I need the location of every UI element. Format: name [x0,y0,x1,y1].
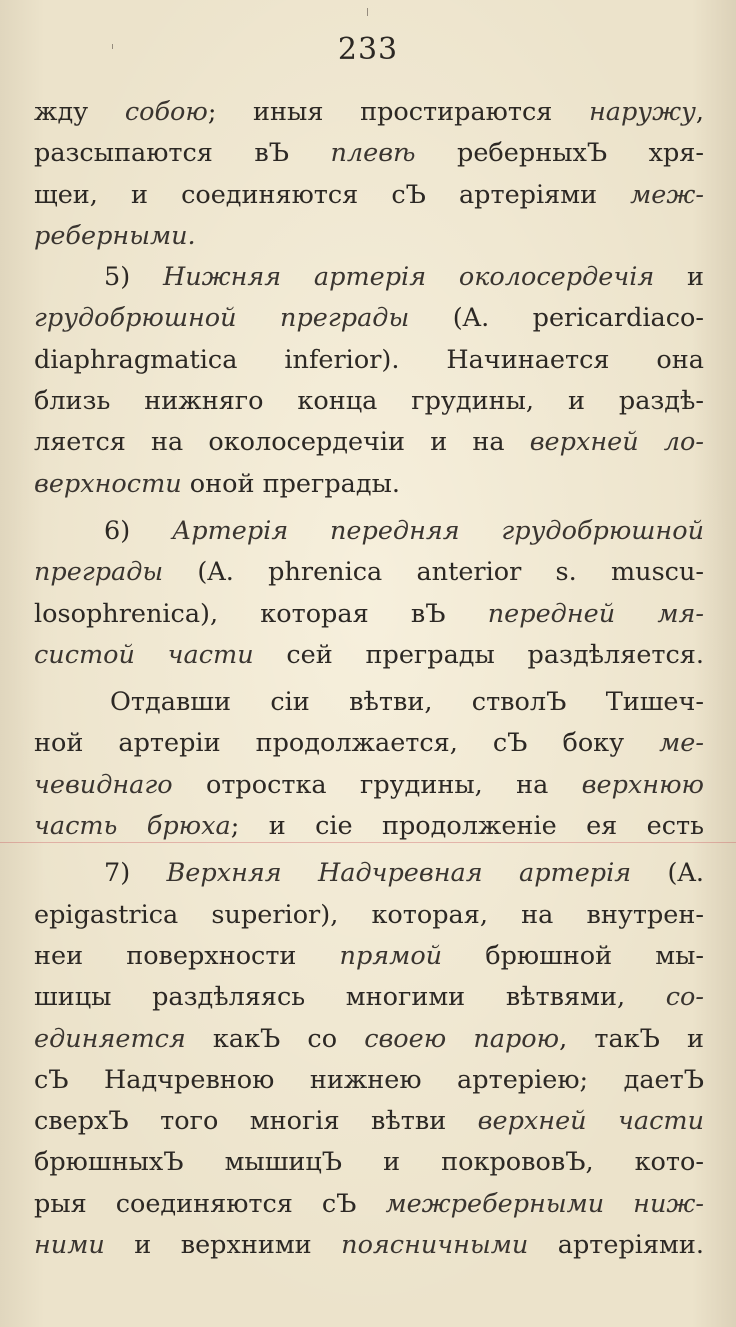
italic-term: Артерія передняя грудобрюшной [171,515,705,546]
text-run: epigastrica superior), которая, на внутрен- [34,899,704,930]
italic-term: реберными. [34,220,196,251]
text-run: рыя соединяются сЪ [34,1188,386,1219]
text-run: сей преграды раздѣляется. [253,639,704,670]
italic-term: передней мя- [487,598,704,629]
text-run: неи поверхности [34,940,340,971]
text-line [34,936,704,977]
text-line [34,175,704,216]
page-number: 233 [337,32,399,67]
text-line [34,1019,704,1060]
text-run: diaphragmatica inferior). Начинается она [34,344,704,375]
text-run: сверхЪ того многія вѣтви [34,1106,478,1137]
text-line [34,216,704,257]
text-run: оной преграды. [181,468,400,499]
italic-term: поясничными [341,1230,529,1261]
ink-speck [367,8,368,16]
text-line [34,682,704,723]
text-line [34,133,704,174]
text-line [34,1060,704,1101]
italic-term: верхней ло- [529,427,704,458]
text-run: и [654,262,704,293]
body-text [34,92,704,1266]
text-run: реберныхЪ хря- [415,138,705,169]
text-run: (A. phrenica anterior s. muscu- [163,557,704,588]
italic-term: межреберными ниж- [385,1188,705,1219]
text-line [34,511,704,552]
text-run: ; иныя простираются [207,97,589,127]
text-run: щеи, и соединяются сЪ артеріями [34,179,631,210]
italic-term: собою [124,97,208,127]
text-run: отростка грудины, на [172,769,582,800]
text-line [34,340,704,381]
italic-term: Нижняя артерія околосердечія [162,262,655,293]
italic-term: прямой [339,940,443,971]
text-run: 7) [104,858,167,889]
text-line [34,895,704,936]
text-run: брюшной мы- [442,940,705,971]
text-line [34,92,704,133]
italic-term: чевиднаго [34,769,173,800]
italic-term: ними [34,1230,105,1261]
italic-term: часть брюха [34,811,231,842]
italic-term: своею парою [364,1023,560,1054]
text-line [34,806,704,847]
text-run: какЪ со [185,1023,365,1054]
text-line [34,257,704,298]
italic-term: систой части [34,639,254,670]
text-run: и верхними [104,1230,342,1261]
italic-term: верхней части [477,1106,704,1137]
text-run: ; и сіе продолженіе ея есть [230,811,704,842]
text-run: брюшныхЪ мышицЪ и покрововЪ, кото- [34,1147,704,1178]
text-run: сЪ Надчревною нижнею артеріею; даетЪ [34,1064,704,1095]
text-line [34,464,704,505]
text-line [34,594,704,635]
text-run: Отдавши сіи вѣтви, стволЪ Тишеч- [110,687,704,718]
text-run: близь нижняго конца грудины, и раздѣ- [34,386,704,417]
italic-term: единяется [34,1023,186,1054]
italic-term: наружу [588,97,696,127]
text-line [34,422,704,463]
text-line [34,552,704,593]
italic-term: грудобрюшной преграды [34,303,410,334]
italic-term: преграды [34,557,164,588]
text-run: жду [34,97,125,127]
text-run: ной артеріи продолжается, сЪ боку [34,728,660,759]
text-line [34,381,704,422]
italic-term: верхности [34,468,182,499]
text-line [34,1142,704,1183]
text-run: (A. [631,858,704,889]
italic-term: со- [665,982,704,1013]
text-run: разсыпаются вЪ [34,138,331,169]
text-run: 5) [104,262,163,293]
text-run: артеріями. [528,1230,704,1261]
text-run: 6) [104,515,172,546]
text-line [34,1184,704,1225]
text-run: ляется на околосердечіи и на [34,427,530,458]
italic-term: ме- [659,728,704,759]
italic-term: плевѣ [330,138,416,169]
text-run: (A. pericardiaco- [409,303,704,334]
text-line [34,977,704,1018]
text-line [34,635,704,676]
text-line [34,298,704,339]
italic-term: меж- [630,179,704,210]
text-line [34,1101,704,1142]
text-run: шицы раздѣляясь многими вѣтвями, [34,982,666,1013]
text-run: , такЪ и [559,1023,704,1054]
text-run: , [695,97,704,127]
italic-term: Верхняя Надчревная артерія [166,858,632,889]
text-line [34,723,704,764]
text-run: losophrenica), которая вЪ [34,598,488,629]
text-line [34,765,704,806]
text-line [34,1225,704,1266]
text-line [34,853,704,894]
italic-term: верхнюю [581,769,704,800]
